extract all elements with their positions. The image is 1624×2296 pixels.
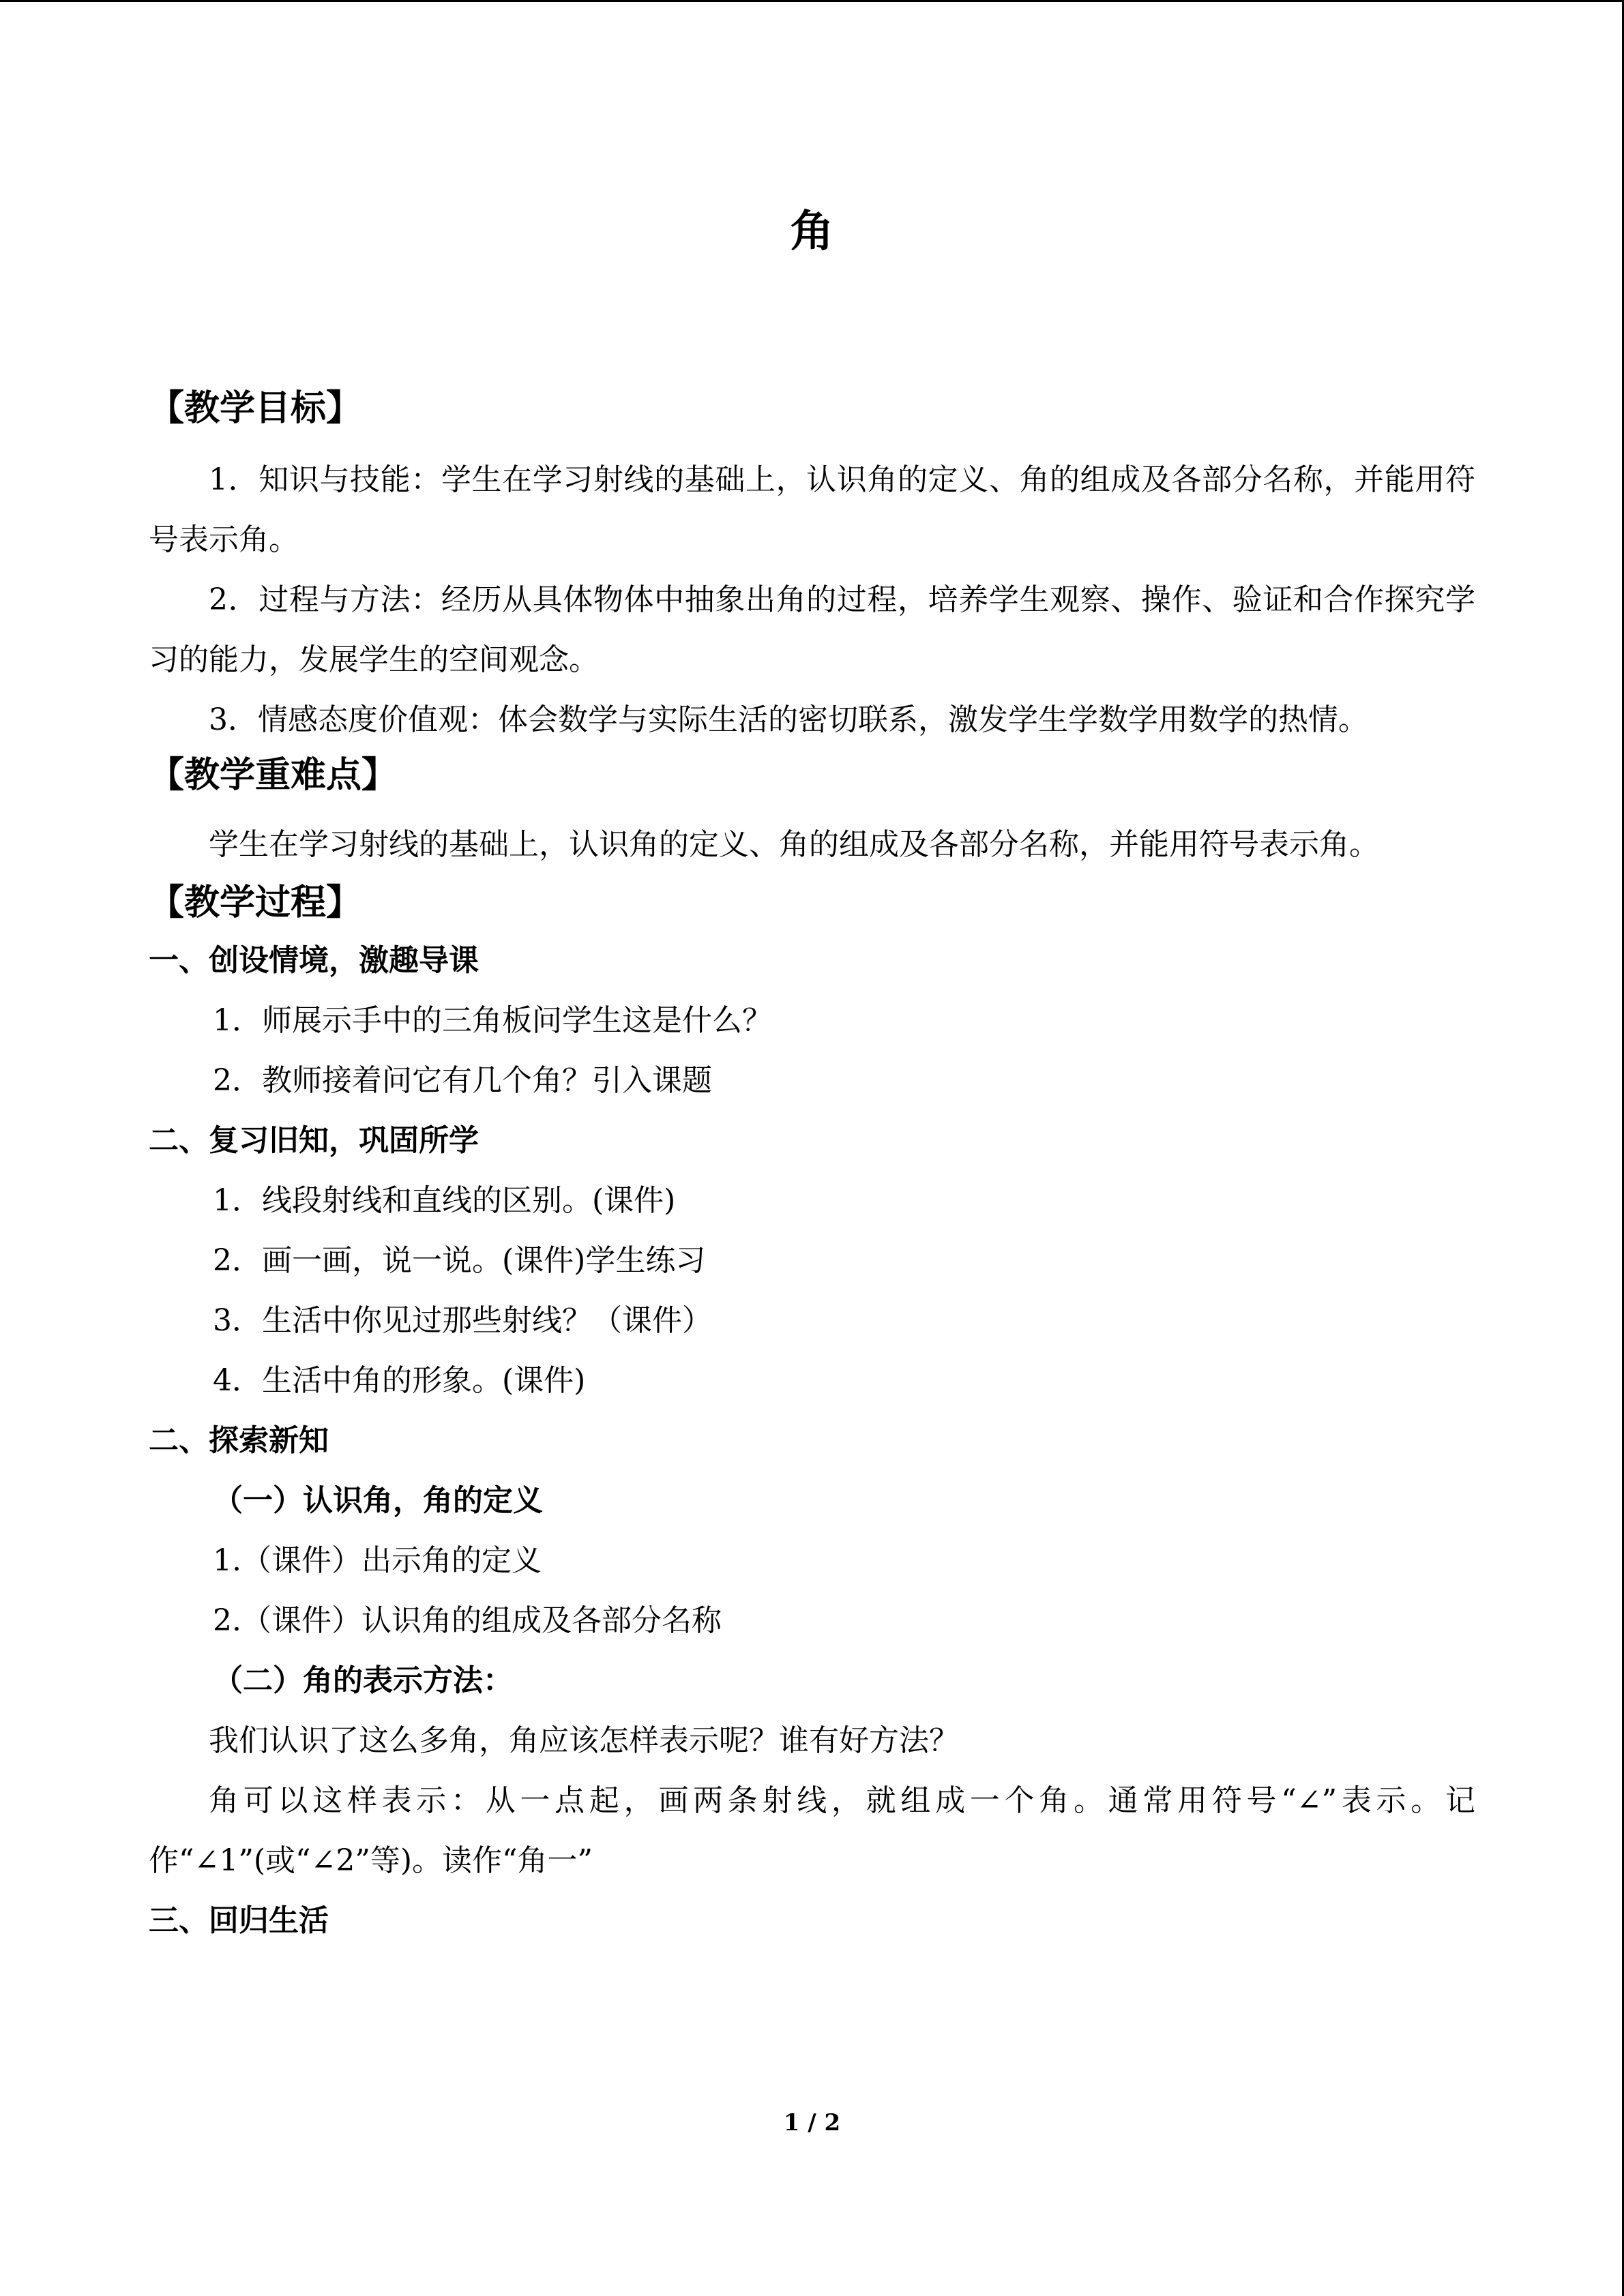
part2-item-1: 1．线段射线和直线的区别。(课件) xyxy=(213,1183,676,1219)
document-body xyxy=(149,387,1475,1951)
objective-item-1: 1．知识与技能：学生在学习射线的基础上，认识角的定义、角的组成及各部分名称，并能用符号表示角。 xyxy=(149,462,1475,558)
process-heading: 【教学过程】 xyxy=(149,881,362,923)
part2-item-4: 4．生活中角的形象。(课件) xyxy=(213,1363,586,1399)
keypoints-text: 学生在学习射线的基础上，认识角的定义、角的组成及各部分名称，并能用符号表示角。 xyxy=(209,826,1379,862)
part2-title: 二、复习旧知，巩固所学 xyxy=(149,1123,479,1159)
part3-sub1-title: （一）认识角，角的定义 xyxy=(213,1483,543,1519)
part3-sub1-item-1: 1.（课件）出示角的定义 xyxy=(213,1543,542,1579)
keypoints-heading: 【教学重难点】 xyxy=(149,754,398,796)
part3-sub2-para-1: 我们认识了这么多角，角应该怎样表示呢？谁有好方法？ xyxy=(209,1723,959,1759)
part1-title: 一、创设情境，激趣导课 xyxy=(149,943,479,979)
document-title: 角 xyxy=(790,206,834,257)
part4-title: 三、回归生活 xyxy=(149,1903,329,1939)
part3-sub1-item-2: 2.（课件）认识角的组成及各部分名称 xyxy=(213,1603,722,1639)
part1-item-1: 1．师展示手中的三角板问学生这是什么？ xyxy=(213,1003,772,1039)
part2-item-2: 2．画一画，说一说。(课件)学生练习 xyxy=(213,1243,706,1279)
objectives-heading: 【教学目标】 xyxy=(149,387,362,429)
part1-item-2: 2．教师接着问它有几个角？引入课题 xyxy=(213,1063,712,1099)
page-number: 1 / 2 xyxy=(783,2109,841,2136)
part3-sub2-title: （二）角的表示方法： xyxy=(213,1663,513,1699)
objective-item-2: 2．过程与方法：经历从具体物体中抽象出角的过程，培养学生观察、操作、验证和合作探究学习的能力，发展学生的空间观念。 xyxy=(149,582,1475,678)
part3-title: 二、探索新知 xyxy=(149,1423,329,1459)
part2-item-3: 3．生活中你见过那些射线？（课件） xyxy=(213,1303,712,1339)
objective-item-3: 3．情感态度价值观：体会数学与实际生活的密切联系，激发学生学数学用数学的热情。 xyxy=(209,702,1368,738)
part3-sub2-para-2: 角可以这样表示：从一点起，画两条射线，就组成一个角。通常用符号“∠”表示。记作“∠1”(或“∠2”等)。读作“角一” xyxy=(149,1783,1475,1879)
